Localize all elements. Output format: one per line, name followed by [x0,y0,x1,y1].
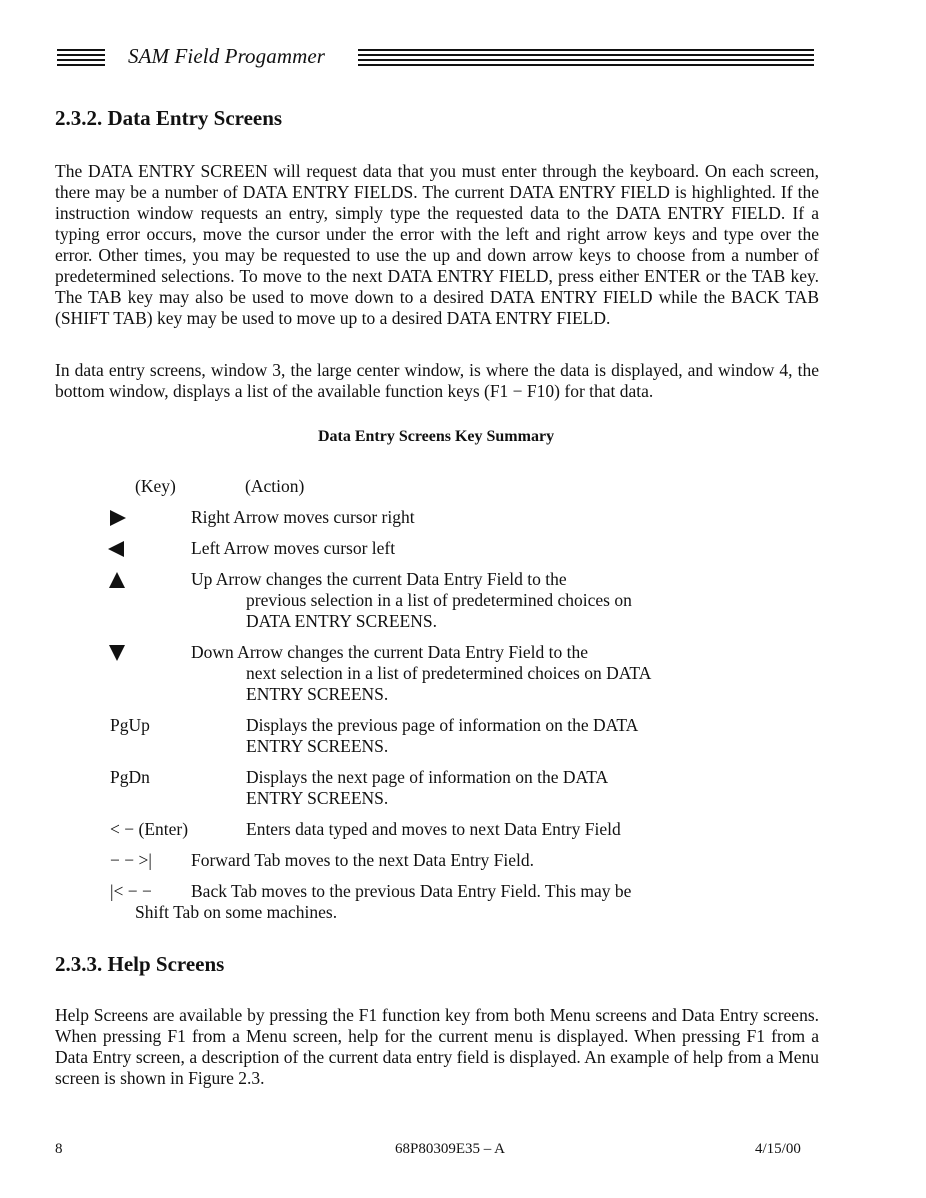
left-arrow-action: Left Arrow moves cursor left [191,538,396,558]
down-arrow-icon [109,645,125,661]
section-heading-233: 2.3.3. Help Screens [55,952,225,976]
backtab-action-line1: Back Tab moves to the previous Data Entry Field. This may be [191,881,632,901]
pgdn-key: PgDn [110,767,150,787]
backtab-key: |< − − [110,881,152,901]
running-header-title: SAM Field Progammer [128,44,326,68]
tab-key: − − >| [110,850,152,870]
enter-action: Enters data typed and moves to next Data Entry Field [246,819,621,839]
up-arrow-action-line2: previous selection in a list of predetermined choices on [246,590,632,610]
pgdn-action-line2: ENTRY SCREENS. [246,788,389,808]
section-heading-232: 2.3.2. Data Entry Screens [55,106,283,130]
document-id: 68P80309E35 – A [395,1141,506,1157]
right-arrow-action: Right Arrow moves cursor right [191,507,415,527]
up-arrow-action-line3: DATA ENTRY SCREENS. [246,611,437,631]
right-arrow-icon [110,510,126,526]
paragraph-data-entry-intro: The DATA ENTRY SCREEN will request data that you must enter through the keyboard. On each screen, there may be a number of DATA ENTRY FIELDS. The current DATA ENTRY FIELD is highlighted. If the instruction window requests an entry, simply type the requested data to the DATA ENTRY FIELD. If a typing error occurs, move the cursor under the error with the left and right arrow keys and type over the error. Other times, you may be requested to use the up and down arrow keys to choose from a number of predetermined selections. To move to the next DATA ENTRY FIELD, press either ENTER or the TAB key. The TAB key may also be used to move down to a desired DATA ENTRY FIELD while the BACK TAB (SHIFT TAB) key may be used to move up to a desired DATA ENTRY FIELD. [55,161,819,328]
down-arrow-action-line2: next selection in a list of predetermined choices on DATA [246,663,652,683]
key-summary-title: Data Entry Screens Key Summary [317,428,555,445]
paragraph-help-screens: Help Screens are available by pressing the F1 function key from both Menu screens and Data Entry screens. When pressing F1 from a Menu screen, help for the current menu is displayed. When pressing F1 from a Data Entry screen, a description of the current data entry field is displayed. An example of help from a Menu screen is shown in Figure 2.3. [55,1005,819,1088]
pgup-key: PgUp [110,715,150,735]
left-arrow-icon [108,541,124,557]
revision-date: 4/15/00 [755,1141,801,1157]
down-arrow-action-line1: Down Arrow changes the current Data Entry Field to the [191,642,589,662]
pgup-action-line2: ENTRY SCREENS. [246,736,389,756]
column-header-action: (Action) [245,476,305,496]
backtab-action-line2: Shift Tab on some machines. [135,902,338,922]
column-header-key: (Key) [135,476,176,496]
enter-key: < − (Enter) [110,819,189,839]
paragraph-data-entry-windows: In data entry screens, window 3, the large center window, is where the data is displayed, and window 4, the bottom window, displays a list of the available function keys (F1 − F10) for that data. [55,360,819,401]
down-arrow-action-line3: ENTRY SCREENS. [246,684,389,704]
page-number: 8 [55,1141,63,1157]
header-rule-left [57,49,105,69]
tab-action: Forward Tab moves to the next Data Entry Field. [191,850,535,870]
up-arrow-action-line1: Up Arrow changes the current Data Entry Field to the [191,569,567,589]
up-arrow-icon [109,572,125,588]
pgup-action-line1: Displays the previous page of information on the DATA [246,715,639,735]
header-rule-right [358,49,814,69]
pgdn-action-line1: Displays the next page of information on the DATA [246,767,609,787]
